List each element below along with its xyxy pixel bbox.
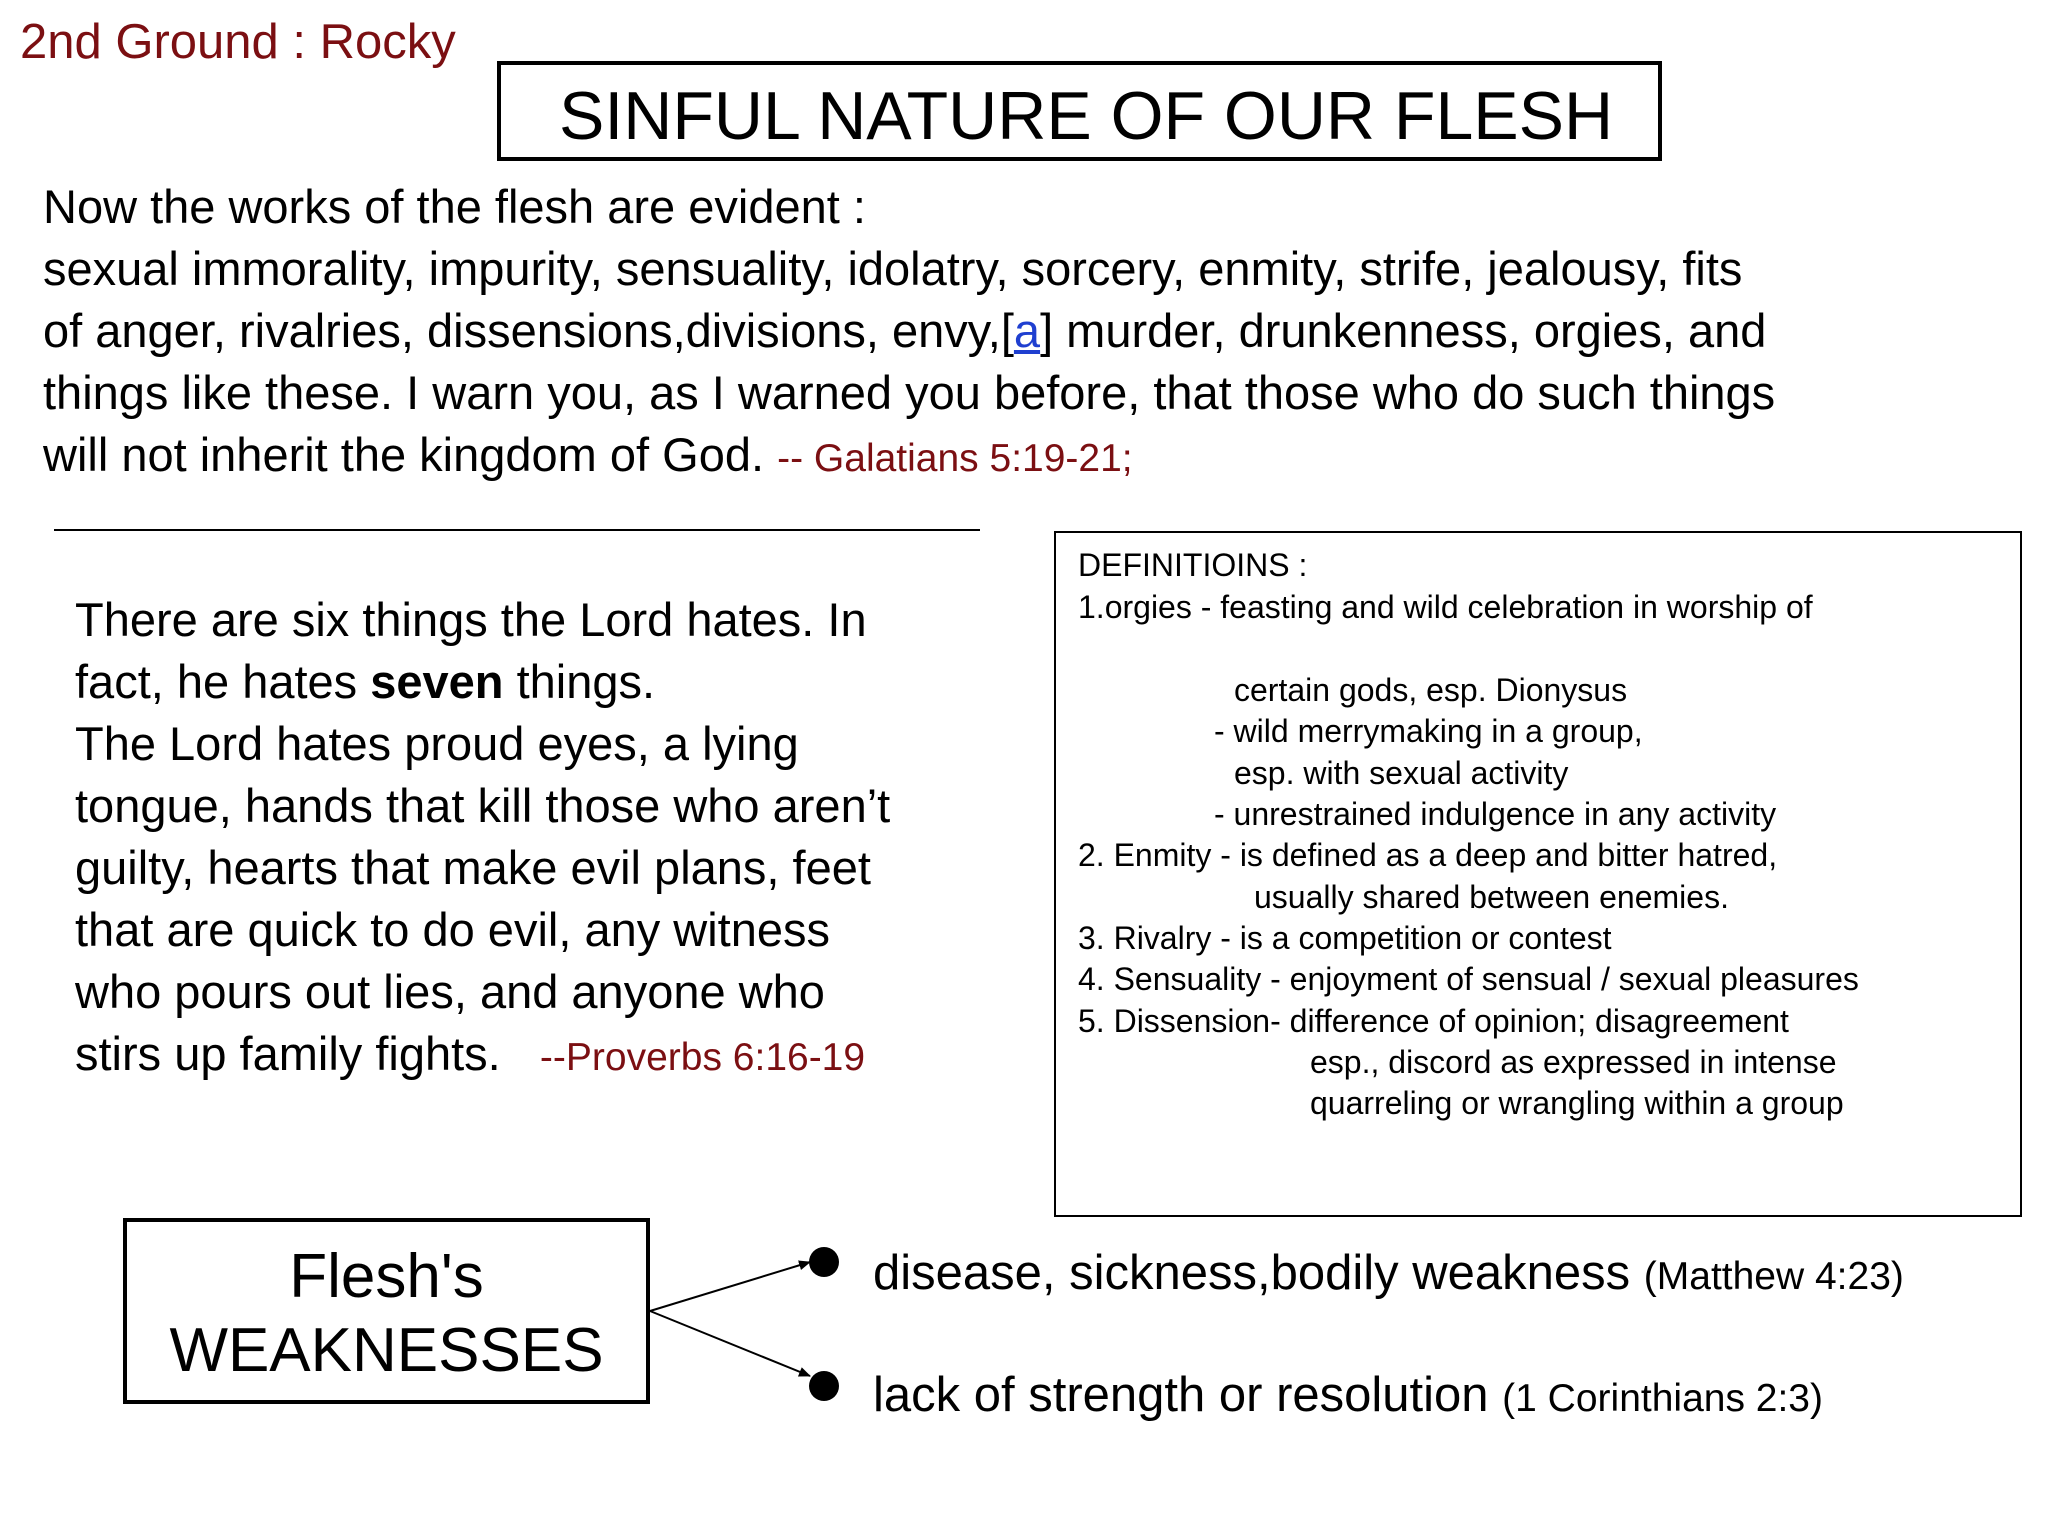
definitions-box xyxy=(1054,531,2022,1217)
definition-line: esp., discord as expressed in intense xyxy=(1310,1044,1837,1080)
arrow-to-second-weakness xyxy=(650,1311,810,1376)
proverbs-line-part: fact, he hates xyxy=(75,655,371,708)
galatians-passage xyxy=(43,176,2023,490)
weakness-item xyxy=(873,1245,1904,1301)
weakness-text: disease, sickness,bodily weakness xyxy=(873,1246,1631,1300)
definition-line: certain gods, esp. Dionysus xyxy=(1234,672,1628,708)
definition-line: - unrestrained indulgence in any activity xyxy=(1214,796,1777,832)
flesh-box-line: Flesh's xyxy=(289,1242,484,1311)
galatians-reference: -- Galatians 5:19-21; xyxy=(777,437,1133,480)
flesh-box-line: WEAKNESSES xyxy=(169,1316,604,1385)
proverbs-passage xyxy=(75,589,1015,1089)
definition-line: 4. Sensuality - enjoyment of sensual / sexual pleasures xyxy=(1078,961,1859,997)
weakness-item xyxy=(873,1367,1823,1423)
definition-line: - wild merrymaking in a group, xyxy=(1214,713,1643,749)
galatians-line xyxy=(43,424,2023,490)
definition-line: quarreling or wrangling within a group xyxy=(1310,1085,1844,1121)
proverbs-line xyxy=(75,651,1015,713)
weakness-reference: (Matthew 4:23) xyxy=(1643,1255,1904,1298)
galatians-line: sexual immorality, impurity, sensuality, idolatry, sorcery, enmity, strife, jealousy, fits xyxy=(43,242,1743,295)
proverbs-line: There are six things the Lord hates. In xyxy=(75,593,867,646)
proverbs-reference: --Proverbs 6:16-19 xyxy=(539,1036,866,1079)
title-box xyxy=(497,61,1662,161)
definition-line: 2. Enmity - is defined as a deep and bitter hatred, xyxy=(1078,837,1778,873)
galatians-line-part: will not inherit the kingdom of God. xyxy=(43,428,765,481)
proverbs-line: The Lord hates proud eyes, a lying xyxy=(75,717,799,770)
definition-line: usually shared between enemies. xyxy=(1254,879,1729,915)
proverbs-line-part: things. xyxy=(503,655,656,708)
proverbs-line: guilty, hearts that make evil plans, feet xyxy=(75,841,871,894)
proverbs-line: tongue, hands that kill those who aren’t xyxy=(75,779,891,832)
galatians-line: Now the works of the flesh are evident : xyxy=(43,180,866,233)
page-title: SINFUL NATURE OF OUR FLESH xyxy=(559,78,1614,154)
bullet-dot xyxy=(809,1247,839,1277)
proverbs-line-part: stirs up family fights. xyxy=(75,1027,501,1080)
galatians-line-part: of anger, rivalries, dissensions,divisions, envy,[ xyxy=(43,304,1014,357)
galatians-line: things like these. I warn you, as I warned you before, that those who do such things xyxy=(43,366,1776,419)
definition-line: 1.orgies - feasting and wild celebration in worship of xyxy=(1078,589,1813,625)
proverbs-emphasis: seven xyxy=(370,655,504,708)
definitions-heading: DEFINITIOINS : xyxy=(1078,547,1308,583)
bullet-dot xyxy=(809,1371,839,1401)
galatians-line xyxy=(43,300,2023,362)
galatians-line-part: ] murder, drunkenness, orgies, and xyxy=(1040,304,1767,357)
flesh-weaknesses-box xyxy=(123,1218,650,1404)
ground-label: 2nd Ground : Rocky xyxy=(20,15,456,69)
proverbs-line: that are quick to do evil, any witness xyxy=(75,903,831,956)
definition-line: 5. Dissension- difference of opinion; disagreement xyxy=(1078,1003,1789,1039)
section-divider xyxy=(54,529,980,531)
weakness-text: lack of strength or resolution xyxy=(873,1368,1489,1422)
footnote-link[interactable]: a xyxy=(1013,304,1041,357)
weakness-reference: (1 Corinthians 2:3) xyxy=(1502,1377,1823,1420)
arrow-to-first-weakness xyxy=(650,1262,810,1311)
proverbs-line xyxy=(75,1023,1015,1089)
definition-line: esp. with sexual activity xyxy=(1234,755,1569,791)
definition-line: 3. Rivalry - is a competition or contest xyxy=(1078,920,1612,956)
proverbs-line: who pours out lies, and anyone who xyxy=(75,965,825,1018)
